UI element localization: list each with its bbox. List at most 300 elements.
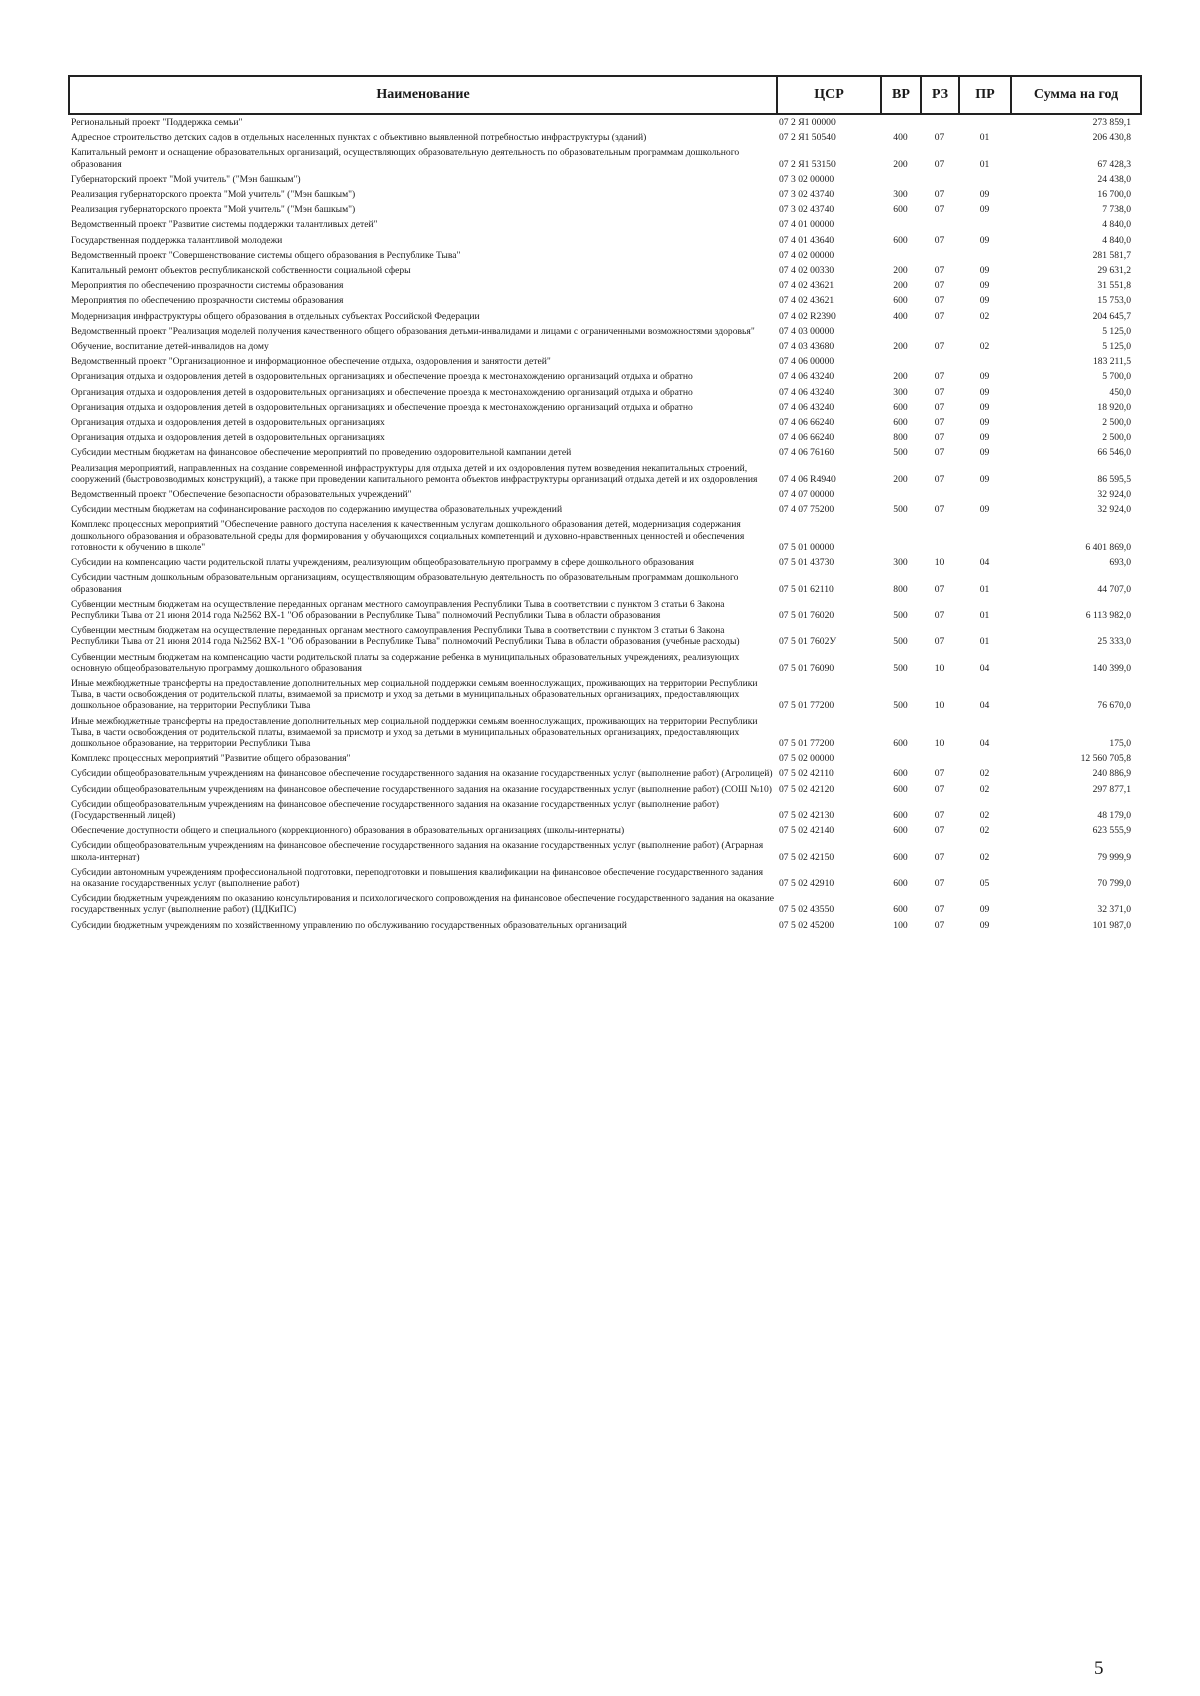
table-row [69,487,1141,502]
table-row [69,415,1141,430]
cell-csr: 07 3 02 43740 [779,204,835,216]
cell-name: Ведомственный проект "Обеспечение безопасности образовательных учреждений" [71,489,412,501]
cell-pr: 09 [979,417,990,429]
table-row [69,114,1141,130]
cell-name: Субсидии общеобразовательным учреждениям на финансовое обеспечение государственного задания на оказание государственных услуг (выполнение работ) (Государственный лицей) [71,798,719,821]
cell-vr: 600 [893,737,908,749]
cell-rz: 07 [934,189,945,201]
table-row [69,217,1141,232]
cell-csr: 07 5 02 42130 [779,809,835,821]
table-row [69,248,1141,263]
cell-csr: 07 5 01 76020 [779,609,835,621]
cell-sum: 5 125,0 [1102,325,1131,337]
cell-csr: 07 4 01 00000 [779,219,835,231]
cell-csr: 07 4 06 66240 [779,432,835,444]
cell-csr: 07 5 01 62110 [779,583,834,595]
cell-vr: 400 [893,310,908,322]
cell-name: Организация отдыха и оздоровления детей в оздоровительных организациях и обеспечение проезда к местонахождению организаций отдыха и обратно [71,371,693,383]
cell-pr [959,487,1011,502]
cell-csr: 07 4 06 76160 [779,447,835,459]
cell-sum: 206 430,8 [1092,132,1131,144]
cell-pr [959,217,1011,232]
cell-sum: 4 840,0 [1102,234,1131,246]
cell-vr [881,751,921,766]
cell-csr: 07 4 06 43240 [779,401,835,413]
cell-rz: 10 [934,662,945,674]
table-row [69,309,1141,324]
cell-sum: 86 595,5 [1097,473,1131,485]
cell-sum: 4 840,0 [1102,219,1131,231]
cell-sum: 15 753,0 [1097,295,1131,307]
cell-vr: 600 [893,904,908,916]
cell-sum: 16 700,0 [1097,189,1131,201]
cell-name: Субсидии бюджетным учреждениям по оказанию консультирования и психологического сопровождения на финансовое обеспечение государственного задания на оказание государственных услуг (выполнение работ) (ЦДКиПС) [71,893,775,916]
cell-vr: 200 [893,158,908,170]
cell-rz: 07 [934,825,945,837]
cell-sum: 273 859,1 [1092,117,1131,128]
cell-vr: 600 [893,234,908,246]
table-row [69,202,1141,217]
table-row [69,293,1141,308]
cell-vr: 600 [893,768,908,780]
cell-rz: 07 [934,783,945,795]
cell-csr: 07 2 Я1 00000 [779,117,836,128]
cell-pr: 02 [979,851,990,863]
cell-vr: 200 [893,280,908,292]
cell-pr: 09 [979,295,990,307]
cell-pr: 01 [979,583,990,595]
cell-sum: 281 581,7 [1092,249,1131,261]
table-row [69,766,1141,781]
cell-sum: 70 799,0 [1097,877,1131,889]
cell-csr: 07 4 01 43640 [779,234,835,246]
cell-name: Субсидии общеобразовательным учреждениям на финансовое обеспечение государственного задания на оказание государственных услуг (выполнение работ) (СОШ №10) [71,783,772,795]
cell-name: Комплекс процессных мероприятий "Обеспечение равного доступа населения к качественным услугам дошкольного образования детей, модернизация содержания дошкольного образования и образовательной среды для формирования у обучающихся социальных компетенций и духовно-нравственных ценностей и обеспечения готовности к обучению в школе" [71,519,745,553]
cell-sum: 297 877,1 [1092,783,1131,795]
header-csr: ЦСР [777,76,881,114]
cell-csr: 07 5 01 77200 [779,700,835,712]
table-row [69,865,1141,891]
cell-pr: 01 [979,132,990,144]
cell-rz [921,517,959,555]
cell-name: Мероприятия по обеспечению прозрачности системы образования [71,280,344,292]
cell-name: Иные межбюджетные трансферты на предоставление дополнительных мер социальной поддержки семьям военнослужащих, проживающих на территории Республики Тыва, в части освобождения от родительской платы, взимаемой за присмотр и уход за детьми в муниципальных образовательных организациях, предоставляющих дошкольное образование, на территории Республики Тыва [71,715,758,749]
cell-csr: 07 4 03 00000 [779,325,835,337]
cell-name: Иные межбюджетные трансферты на предоставление дополнительных мер социальной поддержки семьям военнослужащих, проживающих на территории Республики Тыва, в части освобождения от родительской платы, взимаемой за присмотр и уход за детьми в муниципальных образовательных организациях, предоставляющих дошкольное образование, на территории Республики Тыва [71,677,758,712]
cell-rz: 07 [934,432,945,444]
cell-rz: 07 [934,310,945,322]
table-body [69,114,1141,933]
cell-csr: 07 4 07 75200 [779,504,835,516]
cell-csr: 07 5 02 42140 [779,825,835,837]
cell-name: Губернаторский проект "Мой учитель" ("Мэн башкым") [71,173,301,185]
cell-vr: 300 [893,189,908,201]
cell-pr: 04 [979,557,990,569]
cell-pr: 04 [979,662,990,674]
cell-csr: 07 5 02 42910 [779,877,835,889]
table-row [69,823,1141,838]
table-row [69,502,1141,517]
table-row [69,369,1141,384]
budget-table [68,75,1142,933]
table-row [69,555,1141,570]
cell-rz: 07 [934,583,945,595]
cell-name: Реализация мероприятий, направленных на создание современной инфраструктуры для отдыха детей и их оздоровления путем возведения некапитальных строений, сооружений (быстровозводимых конструкций), а также при проведении капитального ремонта объектов инфраструктуры организаций отдыха детей и их оздоровления [71,462,758,485]
cell-pr: 09 [979,371,990,383]
cell-sum: 6 401 869,0 [1085,541,1131,553]
table-row [69,263,1141,278]
header-vr: ВР [881,76,921,114]
cell-rz: 07 [934,371,945,383]
cell-vr: 600 [893,417,908,429]
table-row [69,339,1141,354]
cell-csr: 07 4 06 66240 [779,417,835,429]
cell-pr: 09 [979,234,990,246]
cell-name: Обеспечение доступности общего и специального (коррекционного) образования в образовательных организациях (школы-интернаты) [71,825,625,837]
cell-name: Реализация губернаторского проекта "Мой учитель" ("Мэн башкым") [71,204,356,216]
cell-name: Капитальный ремонт и оснащение образовательных организаций, осуществляющих образовательную деятельность по образовательным программам дошкольного образования [71,147,740,170]
cell-rz: 07 [934,386,945,398]
cell-pr [959,114,1011,130]
cell-csr: 07 3 02 00000 [779,173,835,185]
cell-vr [881,324,921,339]
cell-name: Субвенции местным бюджетам на осуществление переданных органам местного самоуправления Республики Тыва в соответствии с пунктом 3 статьи 6 Закона Республики Тыва от 21 июня 2014 года №2562 ВХ-1 "Об образовании в Республике Тыва" полномочий Республики Тыва в области образования [71,598,725,621]
cell-name: Адресное строительство детских садов в отдельных населенных пунктах с объективно выявленной потребностью инфраструктуры (зданий) [71,132,647,144]
cell-sum: 2 500,0 [1102,417,1131,429]
cell-sum: 2 500,0 [1102,432,1131,444]
cell-csr: 07 5 02 42120 [779,783,835,795]
cell-rz [921,324,959,339]
cell-pr: 02 [979,768,990,780]
cell-csr: 07 5 02 45200 [779,919,835,931]
header-name: Наименование [69,76,777,114]
cell-rz: 07 [934,504,945,516]
cell-sum: 44 707,0 [1097,583,1131,595]
cell-name: Субсидии общеобразовательным учреждениям на финансовое обеспечение государственного задания на оказание государственных услуг (выполнение работ) (Аграрная школа-интернат) [71,840,764,863]
cell-sum: 18 920,0 [1097,401,1131,413]
cell-sum: 32 924,0 [1097,489,1131,501]
cell-sum: 175,0 [1109,737,1131,749]
cell-csr: 07 5 02 43550 [779,904,835,916]
cell-vr: 300 [893,557,908,569]
cell-csr: 07 4 02 R2390 [779,310,836,322]
cell-csr: 07 5 02 42150 [779,851,835,863]
cell-pr: 09 [979,265,990,277]
cell-sum: 183 211,5 [1092,356,1131,368]
cell-rz: 07 [934,401,945,413]
table-row [69,517,1141,555]
cell-rz: 07 [934,204,945,216]
cell-vr: 600 [893,809,908,821]
cell-pr: 09 [979,447,990,459]
cell-rz [921,172,959,187]
cell-rz: 07 [934,877,945,889]
cell-pr [959,517,1011,555]
cell-sum: 101 987,0 [1092,919,1131,931]
table-row [69,918,1141,933]
cell-pr: 09 [979,432,990,444]
cell-csr: 07 5 01 77200 [779,737,835,749]
cell-csr: 07 2 Я1 53150 [779,158,836,170]
page-number: 5 [1094,1658,1104,1679]
cell-csr: 07 4 06 43240 [779,371,835,383]
cell-sum: 140 399,0 [1092,662,1131,674]
cell-pr: 09 [979,401,990,413]
table-row [69,130,1141,145]
cell-name: Субсидии общеобразовательным учреждениям на финансовое обеспечение государственного задания на оказание государственных услуг (выполнение работ) (Агролицей) [71,768,773,780]
cell-vr: 600 [893,825,908,837]
cell-vr: 600 [893,295,908,307]
cell-rz: 07 [934,809,945,821]
cell-csr: 07 4 02 43621 [779,295,835,307]
cell-rz [921,751,959,766]
cell-pr: 04 [979,737,990,749]
cell-pr: 09 [979,189,990,201]
cell-pr: 02 [979,310,990,322]
table-row [69,145,1141,171]
cell-name: Ведомственный проект "Реализация моделей получения качественного общего образования детьми-инвалидами и лицами с ограниченными возможностями здоровья" [71,325,755,337]
header-rz: РЗ [921,76,959,114]
table-row [69,187,1141,202]
cell-name: Ведомственный проект "Совершенствование системы общего образования в Республике Тыва" [71,249,461,261]
header-pr: ПР [959,76,1011,114]
cell-name: Субсидии частным дошкольным образовательным организациям, осуществляющим образовательную деятельность по образовательным программам дошкольного образования [71,572,739,595]
cell-csr: 07 4 06 00000 [779,356,835,368]
table-row [69,650,1141,676]
cell-csr: 07 4 02 43621 [779,280,835,292]
cell-rz: 07 [934,341,945,353]
cell-vr [881,172,921,187]
cell-csr: 07 4 02 00000 [779,249,835,261]
cell-csr: 07 4 06 R4940 [779,473,836,485]
cell-vr: 200 [893,341,908,353]
cell-pr: 09 [979,504,990,516]
cell-sum: 25 333,0 [1097,636,1131,648]
cell-pr: 02 [979,825,990,837]
cell-csr: 07 3 02 43740 [779,189,835,201]
cell-name: Организация отдыха и оздоровления детей в оздоровительных организациях и обеспечение проезда к местонахождению организаций отдыха и обратно [71,386,693,398]
cell-pr [959,248,1011,263]
cell-sum: 12 560 705,8 [1080,753,1131,765]
table-row [69,797,1141,823]
cell-name: Субсидии автономным учреждениям профессиональной подготовки, переподготовки и повышения квалификации на финансовое обеспечение государственного задания на оказание государственных услуг (выполнение работ) [71,866,763,889]
document-page [68,75,1140,933]
cell-vr: 600 [893,204,908,216]
cell-rz [921,217,959,232]
table-row [69,400,1141,415]
cell-sum: 31 551,8 [1097,280,1131,292]
cell-name: Субсидии местным бюджетам на финансовое обеспечение мероприятий по проведению оздоровительной кампании детей [71,447,572,459]
cell-rz: 07 [934,447,945,459]
table-row [69,278,1141,293]
table-row [69,324,1141,339]
cell-rz: 07 [934,851,945,863]
cell-vr: 200 [893,265,908,277]
cell-sum: 48 179,0 [1097,809,1131,821]
cell-rz [921,354,959,369]
cell-csr: 07 4 06 43240 [779,386,835,398]
cell-csr: 07 5 02 42110 [779,768,834,780]
table-header [69,76,1141,114]
cell-rz: 10 [934,700,945,712]
cell-vr [881,354,921,369]
cell-pr: 09 [979,280,990,292]
cell-rz: 07 [934,473,945,485]
cell-vr: 800 [893,583,908,595]
cell-rz: 07 [934,609,945,621]
cell-csr: 07 4 07 00000 [779,489,835,501]
cell-vr: 200 [893,473,908,485]
cell-csr: 07 4 02 00330 [779,265,835,277]
cell-vr: 100 [893,919,908,931]
cell-pr: 01 [979,609,990,621]
cell-vr: 500 [893,662,908,674]
cell-sum: 693,0 [1109,557,1131,569]
cell-rz: 07 [934,904,945,916]
cell-pr [959,324,1011,339]
cell-vr: 500 [893,504,908,516]
cell-rz: 07 [934,158,945,170]
cell-rz: 10 [934,557,945,569]
table-row [69,714,1141,752]
cell-name: Субсидии местным бюджетам на софинансирование расходов по содержанию имущества образовательных учреждений [71,504,563,516]
cell-name: Реализация губернаторского проекта "Мой учитель" ("Мэн башкым") [71,189,356,201]
cell-csr: 07 5 01 43730 [779,557,835,569]
cell-csr: 07 5 02 00000 [779,753,835,765]
table-row [69,676,1141,714]
table-row [69,445,1141,460]
cell-name: Субвенции местным бюджетам на осуществление переданных органам местного самоуправления Республики Тыва в соответствии с пунктом 3 статьи 6 Закона Республики Тыва от 21 июня 2014 года №2562 ВХ-1 "Об образовании в Республике Тыва" полномочий Республики Тыва в области образования (учебные расходы) [71,625,740,648]
cell-sum: 66 546,0 [1097,447,1131,459]
cell-vr [881,517,921,555]
table-row [69,172,1141,187]
cell-sum: 204 645,7 [1092,310,1131,322]
cell-csr: 07 5 01 76090 [779,662,835,674]
cell-vr: 500 [893,700,908,712]
cell-csr: 07 2 Я1 50540 [779,132,836,144]
cell-pr: 02 [979,783,990,795]
cell-name: Модернизация инфраструктуры общего образования в отдельных субъектах Российской Федерации [71,310,480,322]
table-row [69,385,1141,400]
table-row [69,461,1141,487]
cell-name: Ведомственный проект "Развитие системы поддержки талантливых детей" [71,219,378,231]
cell-name: Организация отдыха и оздоровления детей в оздоровительных организациях и обеспечение проезда к местонахождению организаций отдыха и обратно [71,401,693,413]
cell-sum: 32 924,0 [1097,504,1131,516]
cell-name: Комплекс процессных мероприятий "Развитие общего образования" [71,753,351,765]
cell-sum: 67 428,3 [1097,158,1131,170]
cell-rz [921,248,959,263]
table-row [69,233,1141,248]
cell-name: Организация отдыха и оздоровления детей в оздоровительных организациях [71,432,385,444]
cell-rz: 07 [934,280,945,292]
cell-sum: 623 555,9 [1092,825,1131,837]
cell-vr [881,217,921,232]
cell-pr: 09 [979,386,990,398]
cell-pr: 09 [979,919,990,931]
cell-name: Субсидии бюджетным учреждениям по хозяйственному управлению по обслуживанию государственных образовательных организаций [71,919,627,931]
cell-vr: 600 [893,783,908,795]
cell-vr [881,248,921,263]
cell-pr: 09 [979,204,990,216]
cell-pr: 09 [979,904,990,916]
cell-sum: 79 999,9 [1097,851,1131,863]
cell-sum: 6 113 982,0 [1085,609,1131,621]
cell-rz: 07 [934,417,945,429]
cell-pr: 01 [979,636,990,648]
cell-name: Ведомственный проект "Организационное и информационное обеспечение отдыха, оздоровления и занятости детей" [71,356,551,368]
cell-vr: 200 [893,371,908,383]
cell-sum: 5 700,0 [1102,371,1131,383]
cell-csr: 07 4 03 43680 [779,341,835,353]
cell-vr: 500 [893,609,908,621]
cell-vr: 600 [893,877,908,889]
cell-sum: 29 631,2 [1097,265,1131,277]
cell-csr: 07 5 01 7602У [779,636,837,648]
cell-rz: 07 [934,234,945,246]
cell-pr [959,354,1011,369]
cell-rz: 07 [934,636,945,648]
cell-name: Мероприятия по обеспечению прозрачности системы образования [71,295,344,307]
cell-vr [881,114,921,130]
cell-name: Государственная поддержка талантливой молодежи [71,234,283,246]
table-row [69,838,1141,864]
cell-sum: 5 125,0 [1102,341,1131,353]
cell-pr: 05 [979,877,990,889]
cell-rz: 07 [934,265,945,277]
cell-csr: 07 5 01 00000 [779,541,835,553]
cell-sum: 76 670,0 [1097,700,1131,712]
cell-name: Обучение, воспитание детей-инвалидов на дому [71,341,269,353]
cell-name: Капитальный ремонт объектов республиканской собственности социальной сферы [71,265,411,277]
cell-vr: 600 [893,401,908,413]
table-row [69,570,1141,596]
cell-vr: 800 [893,432,908,444]
cell-pr: 02 [979,341,990,353]
cell-rz: 10 [934,737,945,749]
cell-rz [921,114,959,130]
cell-name: Региональный проект "Поддержка семьи" [71,117,243,128]
cell-name: Субсидии на компенсацию части родительской платы учреждениям, реализующим общеобразовательную программу в сфере дошкольного образования [71,557,694,569]
header-sum: Сумма на год [1011,76,1141,114]
cell-sum: 7 738,0 [1102,204,1131,216]
cell-pr [959,172,1011,187]
cell-sum: 450,0 [1109,386,1131,398]
table-row [69,623,1141,649]
cell-sum: 32 371,0 [1097,904,1131,916]
cell-rz: 07 [934,768,945,780]
cell-name: Организация отдыха и оздоровления детей в оздоровительных организациях [71,417,385,429]
cell-pr: 02 [979,809,990,821]
cell-vr: 500 [893,447,908,459]
cell-sum: 24 438,0 [1097,173,1131,185]
table-row [69,354,1141,369]
cell-vr: 600 [893,851,908,863]
cell-pr: 09 [979,473,990,485]
cell-vr [881,487,921,502]
cell-vr: 400 [893,132,908,144]
cell-vr: 500 [893,636,908,648]
cell-vr: 300 [893,386,908,398]
table-row [69,597,1141,623]
table-row [69,430,1141,445]
cell-pr: 01 [979,158,990,170]
cell-pr: 04 [979,700,990,712]
table-row [69,751,1141,766]
table-row [69,891,1141,917]
cell-sum: 240 886,9 [1092,768,1131,780]
table-row [69,782,1141,797]
cell-rz: 07 [934,132,945,144]
